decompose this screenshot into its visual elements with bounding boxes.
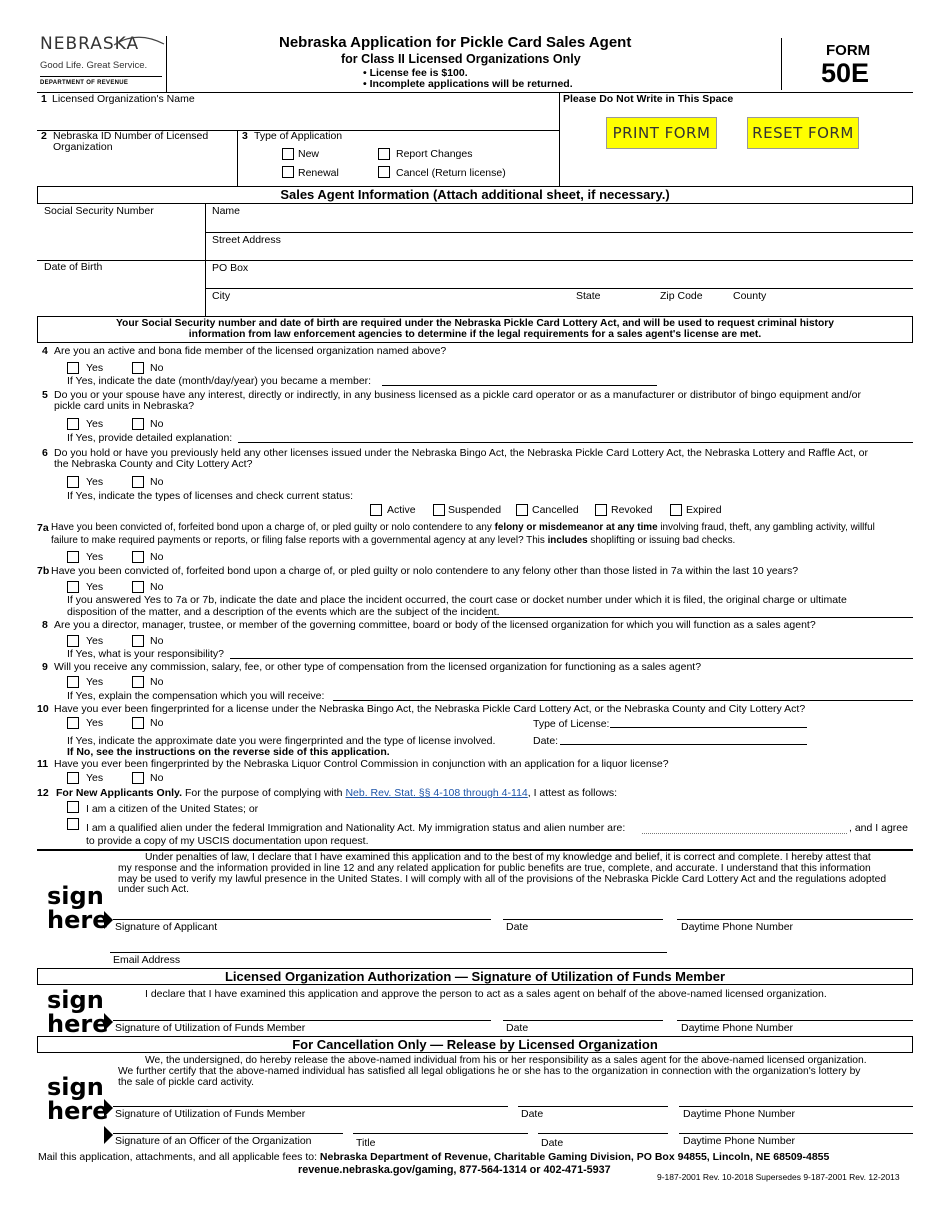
state-label: State <box>576 290 601 302</box>
org-name-label: Licensed Organization's Name <box>52 93 195 105</box>
cancellation-text <box>118 1056 913 1088</box>
q10-date-line[interactable] <box>560 733 807 745</box>
q10-yes-label: Yes <box>86 717 104 729</box>
q7b-number: 7b <box>37 565 50 577</box>
q8-text: Are you a director, manager, trustee, or member of the governing committee, board or body of the licensed organization for which you will function as a sales agent? <box>54 619 816 631</box>
q5-explanation-line[interactable] <box>238 431 913 443</box>
q10-no-checkbox[interactable] <box>132 717 144 729</box>
q5-number: 5 <box>42 389 48 401</box>
citizen-checkbox[interactable] <box>67 801 79 813</box>
field-3-number: 3 <box>242 130 248 142</box>
q10-no-label: No <box>150 717 164 729</box>
mailing-address: Nebraska Department of Revenue, Charitable Gaming Division, PO Box 94855, Lincoln, NE 68509-4855 <box>319 1151 830 1163</box>
cancellation-line3: the sale of pickle card activity. <box>118 1076 255 1088</box>
q8-no-checkbox[interactable] <box>132 635 144 647</box>
logo-department: DEPARTMENT OF REVENUE <box>40 80 129 86</box>
q11-text: Have you ever been fingerprinted by the Nebraska Liquor Control Commission in conjunction with an application for a liquor license? <box>54 758 669 770</box>
authorization-text: I declare that I have examined this application and approve the person to act as a sales agent on behalf of the above-named licensed organization. <box>145 988 827 1000</box>
q11-yes-checkbox[interactable] <box>67 772 79 784</box>
status-cancelled-checkbox[interactable] <box>516 504 528 516</box>
here-word-2: here <box>47 1010 109 1038</box>
q7b-no-checkbox[interactable] <box>132 581 144 593</box>
q6-no-label: No <box>150 476 164 488</box>
fee-note: • License fee is $100. <box>363 67 468 79</box>
q12-text-b: , I attest as follows: <box>527 787 618 799</box>
qualified-alien-label: I am a qualified alien under the federal Immigration and Nationality Act. My immigration status and alien number are: <box>86 822 626 834</box>
q10-text: Have you ever been fingerprinted for a license under the Nebraska Bingo Act, the Nebraska Pickle Card Lottery Act, or the Nebraska County and City Lottery Act? <box>54 703 806 715</box>
cancellation-line1: We, the undersigned, do hereby release the above-named individual from his or her responsibility as a sales agent for the above-named licensed organization. <box>145 1055 867 1066</box>
city-field[interactable] <box>212 301 567 315</box>
q7b-text: Have you been convicted of, forfeited bond upon a charge of, or pled guilty or nolo contendere to any felony other than those listed in 7a within the last 10 years? <box>51 565 799 577</box>
q7a-text-4: shoplifting or issuing bad checks. <box>590 535 736 546</box>
q7b-yes-checkbox[interactable] <box>67 581 79 593</box>
form-subtitle: for Class II Licensed Organizations Only <box>341 52 581 66</box>
declaration-line1: Under penalties of law, I declare that I have examined this application and to the best of my knowledge and belief, it is correct and complete. I hereby attest that <box>145 852 871 863</box>
name-label: Name <box>212 205 241 217</box>
q7a-text-1: Have you been convicted of, forfeited bond upon a charge of, or pled guilty or nolo contendere to any <box>51 522 492 533</box>
cancellation-line2: We further certify that the above-named individual has satisfied all legal obligations he or she has to the organization in connection with the organization's lottery by <box>118 1065 861 1077</box>
q5-yes-checkbox[interactable] <box>67 418 79 430</box>
q6-if-label: If Yes, indicate the types of licenses and check current status: <box>67 490 353 502</box>
status-expired-label: Expired <box>686 504 722 516</box>
q10-type-label: Type of License: <box>533 718 610 730</box>
q7a-text-2: involving fraud, theft, any gambling activity, willful <box>660 522 875 533</box>
cancel-label: Cancel (Return license) <box>396 167 506 179</box>
q9-yes-label: Yes <box>86 676 104 688</box>
cancel-funds-signature-label[interactable]: Signature of Utilization of Funds Member <box>115 1108 306 1120</box>
contact-info: revenue.nebraska.gov/gaming, 877-564-1314 or 402-471-5937 <box>298 1164 611 1176</box>
q7-explanation-line[interactable] <box>485 606 913 618</box>
here-word-1: here <box>47 906 109 934</box>
sign-word-3: sign <box>47 1073 104 1101</box>
report-changes-label: Report Changes <box>396 148 473 160</box>
q7a-bold-2: includes <box>547 535 588 546</box>
q8-no-label: No <box>150 635 164 647</box>
q8-yes-label: Yes <box>86 635 104 647</box>
org-name-field[interactable] <box>52 108 552 126</box>
renewal-checkbox[interactable] <box>282 166 294 178</box>
logo-tagline: Good Life. Great Service. <box>40 60 148 71</box>
status-revoked-label: Revoked <box>611 504 653 516</box>
declaration-text <box>118 853 908 896</box>
q6-text-a: Do you hold or have you previously held any other licenses issued under the Nebraska Bingo Act, the Nebraska Pickle Card Lottery Act, the Nebraska Lottery and Raffle Act, or <box>54 447 869 459</box>
q7b-yes-label: Yes <box>86 581 104 593</box>
state-field[interactable] <box>576 301 651 315</box>
q9-compensation-line[interactable] <box>333 689 913 701</box>
q6-yes-label: Yes <box>86 476 104 488</box>
sign-word-1: sign <box>47 882 104 910</box>
q5-if-label: If Yes, provide detailed explanation: <box>67 432 233 444</box>
field-2-number: 2 <box>41 130 47 142</box>
form-label: FORM <box>826 42 871 59</box>
street-address-field[interactable] <box>300 242 900 258</box>
q7a-text-line2 <box>51 535 735 546</box>
applicant-signature-label[interactable]: Signature of Applicant <box>115 921 218 933</box>
cancel-funds-date-label[interactable]: Date <box>521 1108 544 1120</box>
sign-arrow-icon <box>104 1126 113 1144</box>
qualified-alien-checkbox[interactable] <box>67 818 79 830</box>
q7a-yes-checkbox[interactable] <box>67 551 79 563</box>
sign-here-label-3 <box>47 1075 108 1123</box>
q8-if-label: If Yes, what is your responsibility? <box>67 648 224 660</box>
q7a-text-line1 <box>51 522 875 533</box>
form-title: Nebraska Application for Pickle Card Sales Agent <box>279 34 632 51</box>
status-active-checkbox[interactable] <box>370 504 382 516</box>
authorization-section-bar: Licensed Organization Authorization — Signature of Utilization of Funds Member <box>37 968 913 985</box>
declaration-line3: may be used to verify my lawful presence in the United States. I will comply with all of the provisions of the Nebraska Pickle Card Lottery Act and the regulations adopted <box>118 873 887 885</box>
q7a-text-3: failure to make required payments or reports, or filing false reports with a governmental agency at any level? This <box>51 535 545 546</box>
q5-yes-label: Yes <box>86 418 104 430</box>
incomplete-note: • Incomplete applications will be returned. <box>363 78 573 90</box>
q9-number: 9 <box>42 661 48 673</box>
q4-if-label: If Yes, indicate the date (month/day/year) you became a member: <box>67 375 372 387</box>
applicant-phone-label[interactable]: Daytime Phone Number <box>681 921 794 933</box>
new-checkbox[interactable] <box>282 148 294 160</box>
q5-no-label: No <box>150 418 164 430</box>
ssn-notice-box <box>37 316 913 343</box>
form-number: 50E <box>821 58 870 88</box>
q7b-no-label: No <box>150 581 164 593</box>
q4-no-label: No <box>150 362 164 374</box>
sign-arrow-icon <box>104 1099 113 1117</box>
q9-text: Will you receive any commission, salary, fee, or other type of compensation from the licensed organization for functioning as a sales agent? <box>54 661 702 673</box>
officer-phone-label[interactable]: Daytime Phone Number <box>683 1135 796 1147</box>
q11-no-label: No <box>150 772 164 784</box>
sign-arrow-icon <box>104 1013 113 1031</box>
q12-number: 12 <box>37 787 49 799</box>
q10-yes-checkbox[interactable] <box>67 717 79 729</box>
applicant-date-label[interactable]: Date <box>506 921 529 933</box>
q4-yes-checkbox[interactable] <box>67 362 79 374</box>
q9-if-label: If Yes, explain the compensation which you will receive: <box>67 690 325 702</box>
nebraska-id-label-a: Nebraska ID Number of Licensed <box>53 130 209 142</box>
q8-responsibility-line[interactable] <box>230 647 913 659</box>
county-label: County <box>733 290 767 302</box>
q10-if-label: If Yes, indicate the approximate date you were fingerprinted and the type of license involved. <box>67 735 496 747</box>
q11-number: 11 <box>37 758 49 770</box>
q7a-no-checkbox[interactable] <box>132 551 144 563</box>
street-address-label: Street Address <box>212 234 281 246</box>
q12-text <box>56 787 617 799</box>
logo-swoosh-icon <box>112 32 166 48</box>
zip-code-label: Zip Code <box>660 290 703 302</box>
funds-member-signature-label[interactable]: Signature of Utilization of Funds Member <box>115 1022 306 1034</box>
q7a-number: 7a <box>37 522 49 534</box>
q12-bold: For New Applicants Only. <box>56 787 183 799</box>
q7-if-text-b: disposition of the matter, and a description of the events which are the subject of the incident. <box>67 606 500 618</box>
status-cancelled-label: Cancelled <box>532 504 579 516</box>
q5-text-b: pickle card units in Nebraska? <box>54 400 195 412</box>
dob-label: Date of Birth <box>44 261 103 273</box>
statute-link[interactable]: Neb. Rev. Stat. §§ 4-108 through 4-114 <box>345 787 528 799</box>
q6-yes-checkbox[interactable] <box>67 476 79 488</box>
mailing-instructions <box>38 1151 829 1163</box>
q5-text-a: Do you or your spouse have any interest, directly or indirectly, in any business licensed as a pickle card operator or as a manufacturer or distributor of bingo equipment and/or <box>54 389 861 401</box>
print-form-button[interactable]: PRINT FORM <box>606 117 717 149</box>
sign-arrow-icon <box>104 911 113 929</box>
q6-text-b: the Nebraska County and City Lottery Act? <box>54 458 253 470</box>
status-revoked-checkbox[interactable] <box>595 504 607 516</box>
county-field[interactable] <box>733 301 903 315</box>
name-field[interactable] <box>260 214 900 230</box>
sign-here-label-2 <box>47 988 108 1036</box>
citizen-label: I am a citizen of the United States; or <box>86 803 259 815</box>
q6-number: 6 <box>42 447 48 459</box>
status-suspended-checkbox[interactable] <box>433 504 445 516</box>
ssn-notice-line1: Your Social Security number and date of birth are required under the Nebraska Pickle Card Lottery Act, and will be used to request criminal history <box>115 318 835 329</box>
funds-member-phone-label[interactable]: Daytime Phone Number <box>681 1022 794 1034</box>
mailing-text: Mail this application, attachments, and all applicable fees to: <box>38 1151 317 1163</box>
q10-type-line[interactable] <box>610 716 807 728</box>
status-expired-checkbox[interactable] <box>670 504 682 516</box>
declaration-line4: under such Act. <box>118 884 189 896</box>
q7a-bold-1: felony or misdemeanor at any time <box>494 522 658 533</box>
q7a-no-label: No <box>150 551 164 563</box>
q11-yes-label: Yes <box>86 772 104 784</box>
alien-number-line[interactable] <box>642 822 847 834</box>
status-active-label: Active <box>387 504 416 516</box>
ssn-label: Social Security Number <box>44 205 154 217</box>
officer-date-label[interactable]: Date <box>541 1137 564 1149</box>
q10-no-instruction: If No, see the instructions on the reverse side of this application. <box>67 746 390 758</box>
po-box-field[interactable] <box>260 270 900 286</box>
po-box-label: PO Box <box>212 262 249 274</box>
sign-word-2: sign <box>47 986 104 1014</box>
nebraska-logo <box>40 32 164 90</box>
revision-note: 9-187-2001 Rev. 10-2018 Supersedes 9-187-2001 Rev. 12-2013 <box>657 1172 900 1182</box>
q5-no-checkbox[interactable] <box>132 418 144 430</box>
q8-yes-checkbox[interactable] <box>67 635 79 647</box>
zip-code-field[interactable] <box>660 301 725 315</box>
dob-field[interactable] <box>44 278 194 296</box>
q12-text-a: For the purpose of complying with <box>184 787 343 799</box>
funds-member-date-label[interactable]: Date <box>506 1022 529 1034</box>
q4-yes-label: Yes <box>86 362 104 374</box>
q10-date-label: Date: <box>533 735 559 747</box>
application-type-label: Type of Application <box>254 130 343 142</box>
sign-here-label-1 <box>47 884 108 932</box>
office-use-label: Please Do Not Write in This Space <box>563 93 734 105</box>
q4-text: Are you an active and bona fide member of the licensed organization named above? <box>54 345 447 357</box>
cancel-checkbox[interactable] <box>378 166 390 178</box>
renewal-label: Renewal <box>298 167 339 179</box>
q8-number: 8 <box>42 619 48 631</box>
qualified-alien-label-c: to provide a copy of my USCIS documentation upon request. <box>86 835 369 847</box>
ssn-notice-line2: information from law enforcement agencies to determine if the legal requirements for a sales agent's license are met. <box>188 329 762 340</box>
ssn-field[interactable] <box>44 222 194 240</box>
q6-no-checkbox[interactable] <box>132 476 144 488</box>
q7-if-text-a: If you answered Yes to 7a or 7b, indicate the date and place the incident occurred, the court case or docket number under which it is filed, the original charge or ultimate <box>67 594 847 606</box>
nebraska-id-field[interactable] <box>53 158 223 176</box>
q9-no-label: No <box>150 676 164 688</box>
email-address-label[interactable]: Email Address <box>113 954 181 966</box>
q4-number: 4 <box>42 345 48 357</box>
new-label: New <box>298 148 320 160</box>
status-suspended-label: Suspended <box>448 504 502 516</box>
here-word-3: here <box>47 1097 109 1125</box>
reset-form-button[interactable]: RESET FORM <box>747 117 859 149</box>
declaration-line2: my response and the information provided in line 12 and any related application for public benefits are true, complete, and accurate. I understand that this information <box>118 862 871 874</box>
nebraska-id-label-b: Organization <box>53 141 113 153</box>
q11-no-checkbox[interactable] <box>132 772 144 784</box>
qualified-alien-label-b: , and I agree <box>849 822 908 834</box>
q10-number: 10 <box>37 703 49 715</box>
officer-title-label[interactable]: Title <box>356 1137 376 1149</box>
cancellation-section-bar: For Cancellation Only — Release by Licensed Organization <box>37 1036 913 1053</box>
sales-agent-section-bar: Sales Agent Information (Attach additional sheet, if necessary.) <box>37 186 913 204</box>
field-1-number: 1 <box>41 93 47 105</box>
cancel-funds-phone-label[interactable]: Daytime Phone Number <box>683 1108 796 1120</box>
q4-no-checkbox[interactable] <box>132 362 144 374</box>
q7a-yes-label: Yes <box>86 551 104 563</box>
logo-word: NEBRASKA <box>40 34 140 54</box>
q9-yes-checkbox[interactable] <box>67 676 79 688</box>
city-label: City <box>212 290 231 302</box>
officer-signature-label[interactable]: Signature of an Officer of the Organization <box>115 1135 312 1147</box>
q4-member-date-line[interactable] <box>382 374 657 386</box>
q9-no-checkbox[interactable] <box>132 676 144 688</box>
report-changes-checkbox[interactable] <box>378 148 390 160</box>
